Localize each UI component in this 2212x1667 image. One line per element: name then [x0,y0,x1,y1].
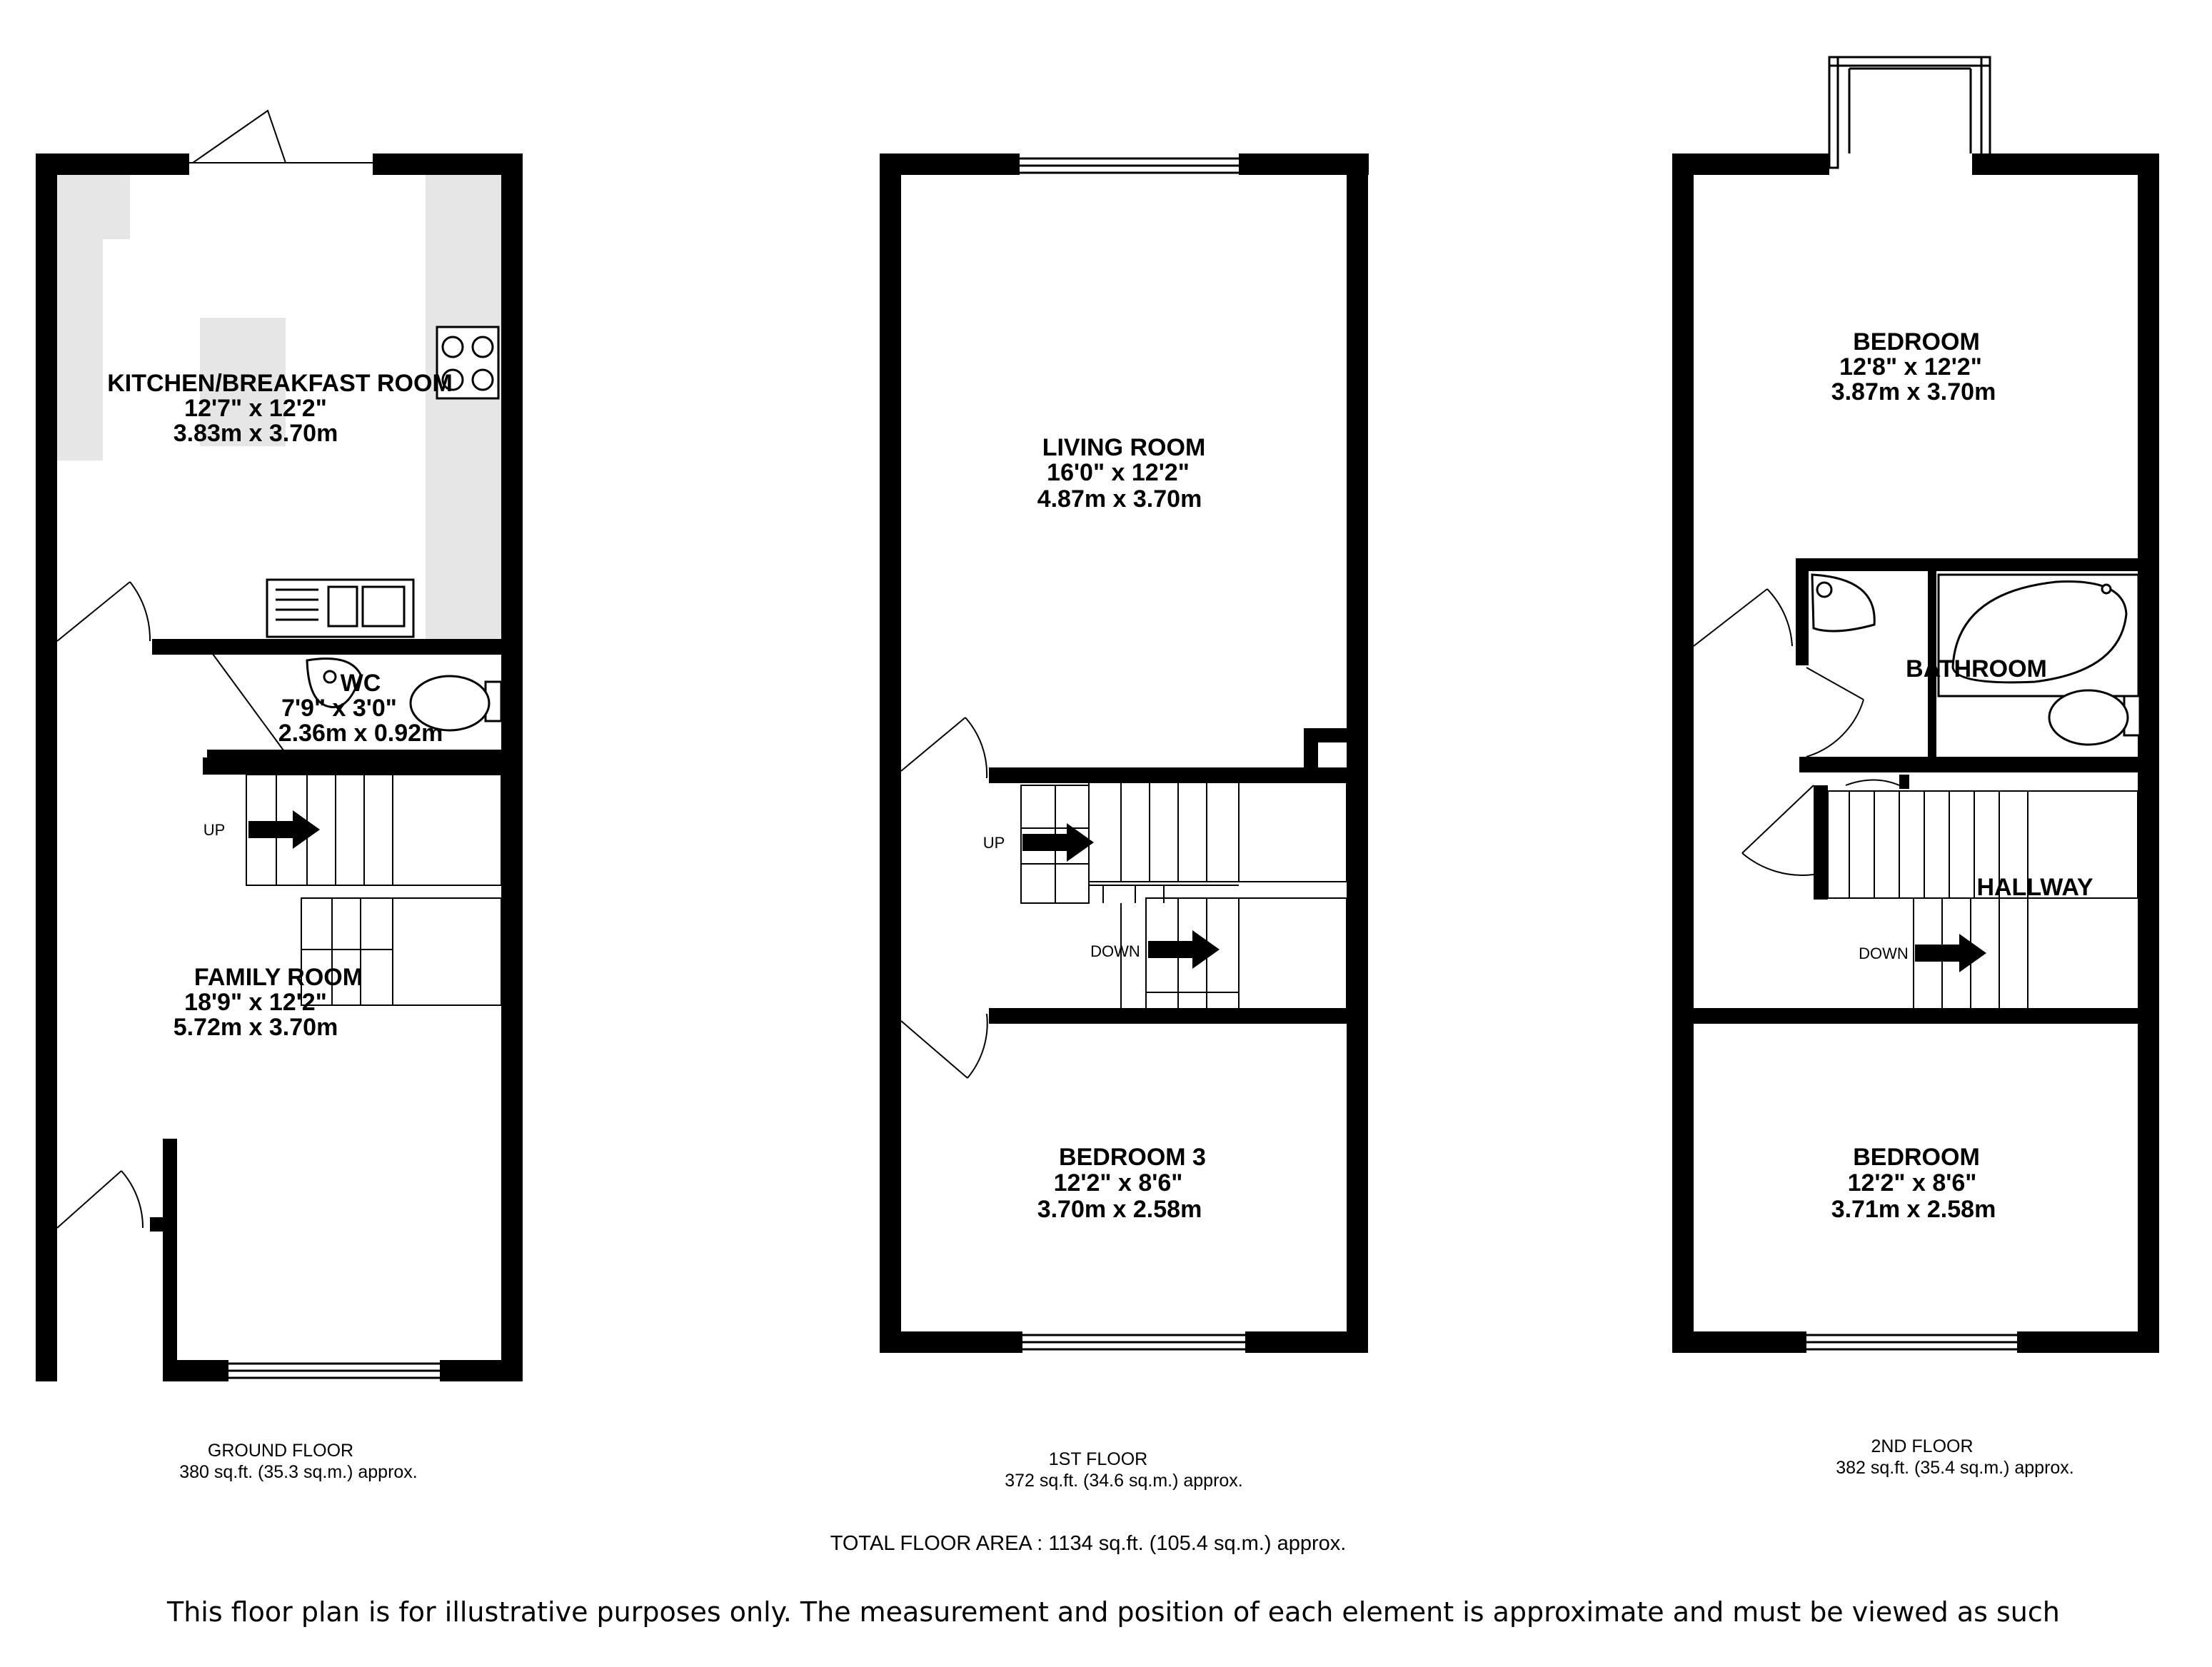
disclaimer: This floor plan is for illustrative purposes only. The measurement and position of each element is approximate and must be viewed as such [167,1596,2060,1628]
bedroom3-window [1022,1335,1245,1349]
bedroom-door [1694,589,1792,646]
dormer-window [1829,57,1990,168]
kitchen-imperial: 12'7" x 12'2" [184,395,327,422]
total-floor-area-text: TOTAL FLOOR AREA : 1134 sq.ft. (105.4 sq.m.) approx. [830,1532,1347,1555]
ground-floor-name: GROUND FLOOR [207,1441,354,1461]
living-room-door [901,717,987,778]
bedroom3-door [901,1014,987,1078]
living-imperial: 16'0" x 12'2" [1047,459,1190,486]
wc-metric: 2.36m x 0.92m [278,720,443,747]
first-floor-caption [1005,1449,1243,1491]
first-up-arrow-icon [1022,823,1094,862]
bathroom-name: BATHROOM [1906,655,2047,683]
wc-imperial: 7'9" x 3'0" [281,695,397,722]
family-name: FAMILY ROOM [193,964,363,991]
first-floor-area: 372 sq.ft. (34.6 sq.m.) approx. [1005,1471,1243,1491]
bedroom3-label [1037,1144,1206,1223]
kitchen-metric: 3.83m x 3.70m [173,420,338,447]
total-floor-area [0,1532,2212,1556]
first-floor-name: 1ST FLOOR [1048,1449,1148,1469]
first-up-label: UP [982,834,1005,852]
family-room-label [174,964,363,1041]
front-door [57,1171,143,1228]
bedroom-top-name: BEDROOM [1853,328,1980,356]
sink-icon [267,580,413,637]
bathroom-toilet-icon [2049,690,2140,745]
second-down-label: DOWN [1859,945,1909,962]
bedroom-bottom-name: BEDROOM [1853,1144,1980,1171]
bedroom-top-metric: 3.87m x 3.70m [1831,378,1996,406]
bedroom-bottom-label [1831,1144,1996,1223]
first-down-label: DOWN [1090,942,1140,960]
living-room-window [1020,158,1239,173]
kitchen-bifold-door [189,111,373,163]
second-floor-name: 2ND FLOOR [1871,1436,1974,1456]
bedroom-bottom-window [1806,1335,2017,1349]
living-room-label [1037,434,1206,513]
ground-floor-caption [179,1441,418,1482]
second-floor-caption [1836,1436,2074,1478]
bathroom-basin-icon [1812,575,1874,631]
kitchen-door [57,582,150,641]
family-metric: 5.72m x 3.70m [173,1014,338,1041]
first-down-arrow-icon [1148,930,1220,969]
bedroom3-name: BEDROOM 3 [1059,1144,1206,1171]
family-room-window [228,1364,440,1378]
kitchen-name: KITCHEN/BREAKFAST ROOM [107,370,453,397]
living-name: LIVING ROOM [1042,434,1206,461]
cupboard-door [1742,785,1814,875]
bedroom-top-imperial: 12'8" x 12'2" [1839,353,1982,381]
bedroom-bottom-imperial: 12'2" x 8'6" [1847,1169,1977,1197]
bedroom3-imperial: 12'2" x 8'6" [1053,1169,1183,1197]
first-floor-staircase [1021,775,1347,1009]
wc-door [211,651,286,757]
bedroom3-metric: 3.70m x 2.58m [1037,1196,1202,1223]
living-metric: 4.87m x 3.70m [1037,485,1202,513]
wc-name: WC [340,670,381,697]
ground-floor-area: 380 sq.ft. (35.3 sq.m.) approx. [179,1462,418,1482]
second-floor-area: 382 sq.ft. (35.4 sq.m.) approx. [1836,1458,2074,1478]
ground-up-label: UP [203,821,226,839]
second-down-arrow-icon [1915,934,1986,972]
kitchen-label [107,370,453,447]
hallway-name: HALLWAY [1976,874,2093,901]
ground-up-arrow-icon [248,810,320,849]
family-imperial: 18'9" x 12'2" [184,989,327,1016]
bedroom-top-label [1831,328,1996,406]
bathroom-door [1806,668,1864,757]
bedroom-bottom-metric: 3.71m x 2.58m [1831,1196,1996,1223]
